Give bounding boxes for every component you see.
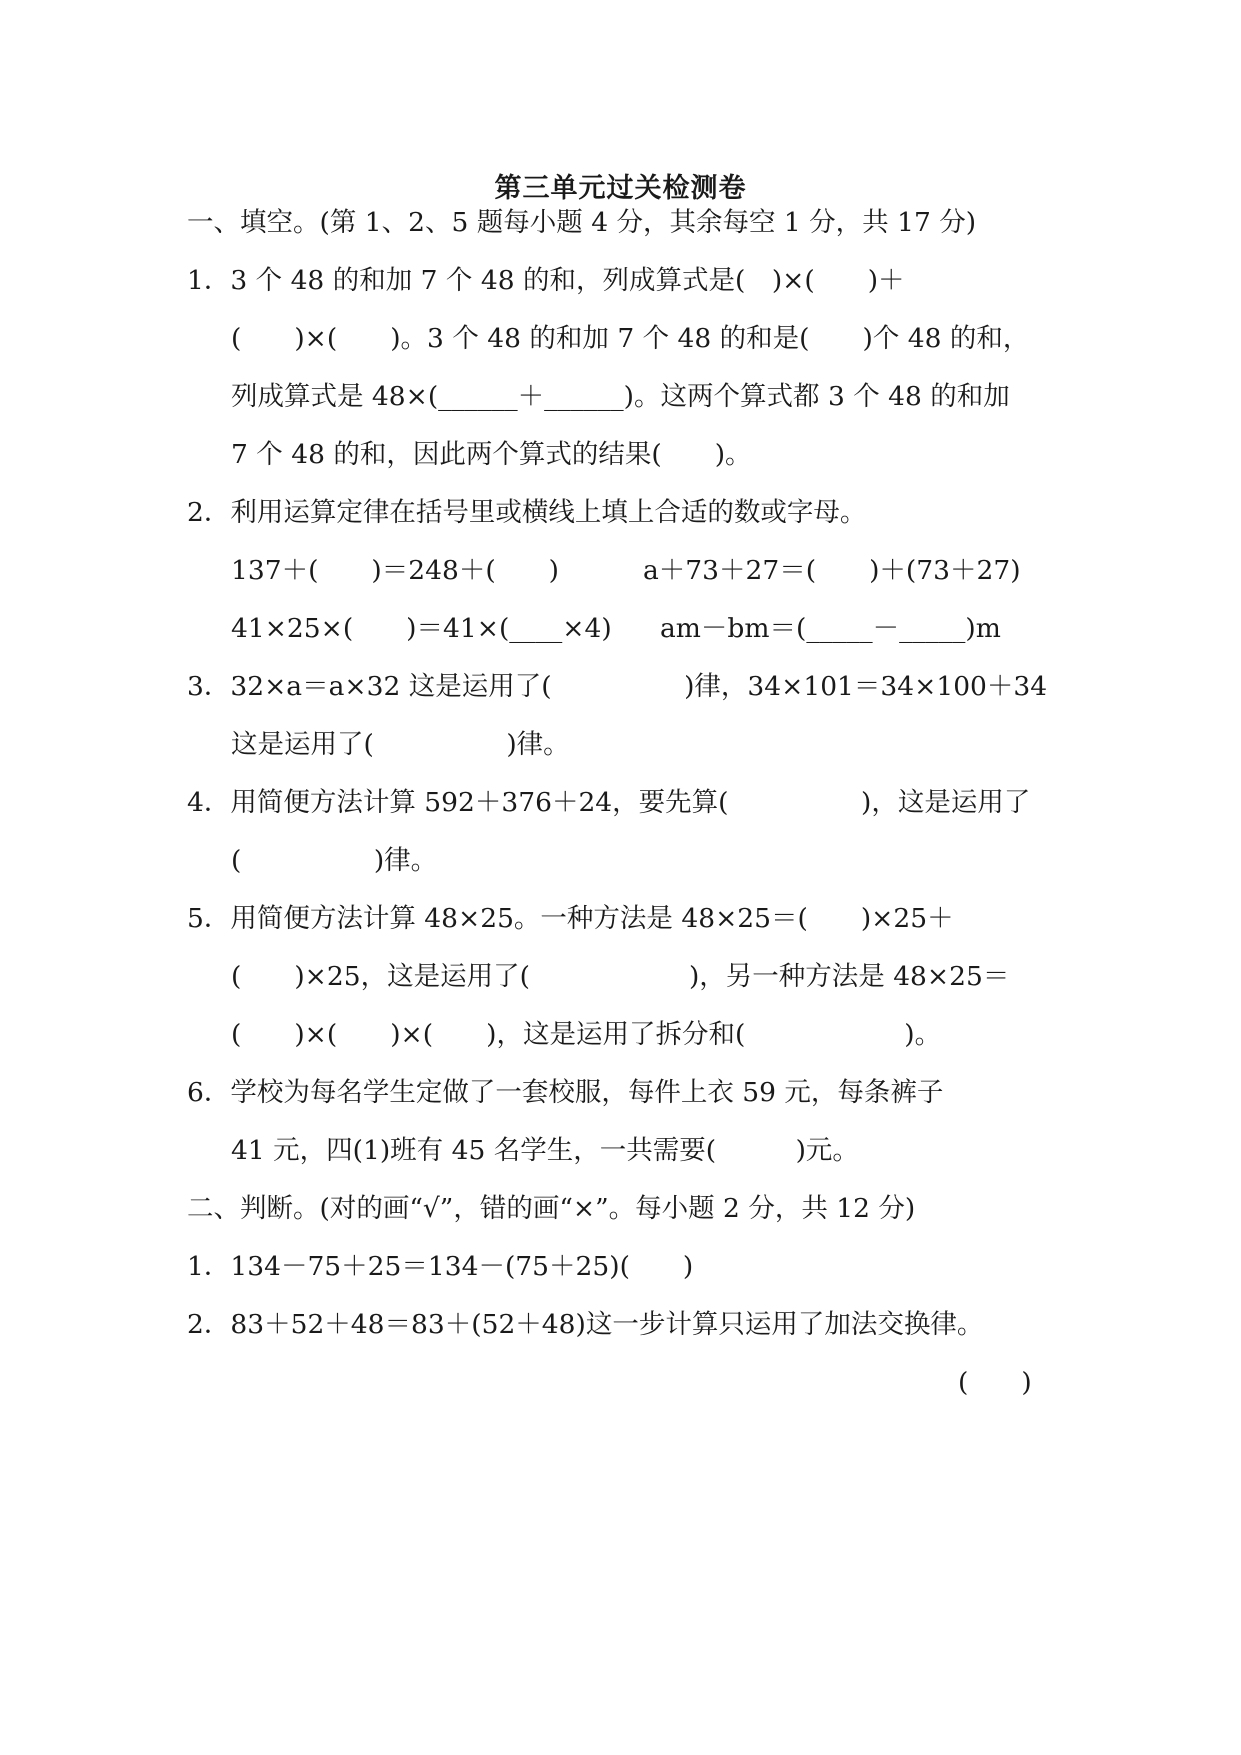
q3-line-2: 这是运用了( )律。: [231, 729, 570, 760]
section-1-heading: 一、填空。(第 1、2、5 题每小题 4 分，其余每空 1 分，共 17 分): [187, 207, 977, 238]
section-2-heading: 二、判断。(对的画“√”，错的画“×”。每小题 2 分，共 12 分): [187, 1193, 916, 1224]
q5-line-2: ( )×25，这是运用了( )，另一种方法是 48×25＝: [231, 961, 1010, 992]
page-title: 第三单元过关检测卷: [494, 173, 747, 204]
q4-line-2: ( )律。: [231, 845, 438, 876]
q6-line-1: 6．学校为每名学生定做了一套校服，每件上衣 59 元，每条裤子: [187, 1077, 944, 1108]
q6-line-2: 41 元，四(1)班有 45 名学生，一共需要( )元。: [231, 1135, 859, 1166]
q1-line-1: 1．3 个 48 的和加 7 个 48 的和，列成算式是( )×( )＋: [187, 265, 905, 296]
judge-q1: 1．134－75＋25＝134－(75＋25)( ): [187, 1251, 694, 1282]
judge-q2-answer-bracket: ( ): [958, 1367, 1032, 1398]
judge-q2: 2．83＋52＋48＝83＋(52＋48)这一步计算只运用了加法交换律。: [187, 1309, 984, 1340]
q2-row2-left: 41×25×( )＝41×(____×4): [231, 613, 612, 644]
q3-line-1: 3．32×a＝a×32 这是运用了( )律，34×101＝34×100＋34: [187, 671, 1048, 702]
q2-row2-right: am－bm＝(_____－_____)m: [660, 613, 1001, 644]
q1-line-3: 列成算式是 48×(______＋______)。这两个算式都 3 个 48 的和加: [231, 381, 1010, 412]
q5-line-3: ( )×( )×( )，这是运用了拆分和( )。: [231, 1019, 942, 1050]
q1-line-2: ( )×( )。3 个 48 的和加 7 个 48 的和是( )个 48 的和，: [231, 323, 1030, 354]
q2-row1-left: 137＋( )＝248＋( ): [231, 555, 560, 586]
q2-line: 2．利用运算定律在括号里或横线上填上合适的数或字母。: [187, 497, 867, 528]
q5-line-1: 5．用简便方法计算 48×25。一种方法是 48×25＝( )×25＋: [187, 903, 954, 934]
q1-line-4: 7 个 48 的和，因此两个算式的结果( )。: [231, 439, 752, 470]
q4-line-1: 4．用简便方法计算 592＋376＋24，要先算( )，这是运用了: [187, 787, 1031, 818]
q2-row1-right: a＋73＋27＝( )＋(73＋27): [643, 555, 1021, 586]
